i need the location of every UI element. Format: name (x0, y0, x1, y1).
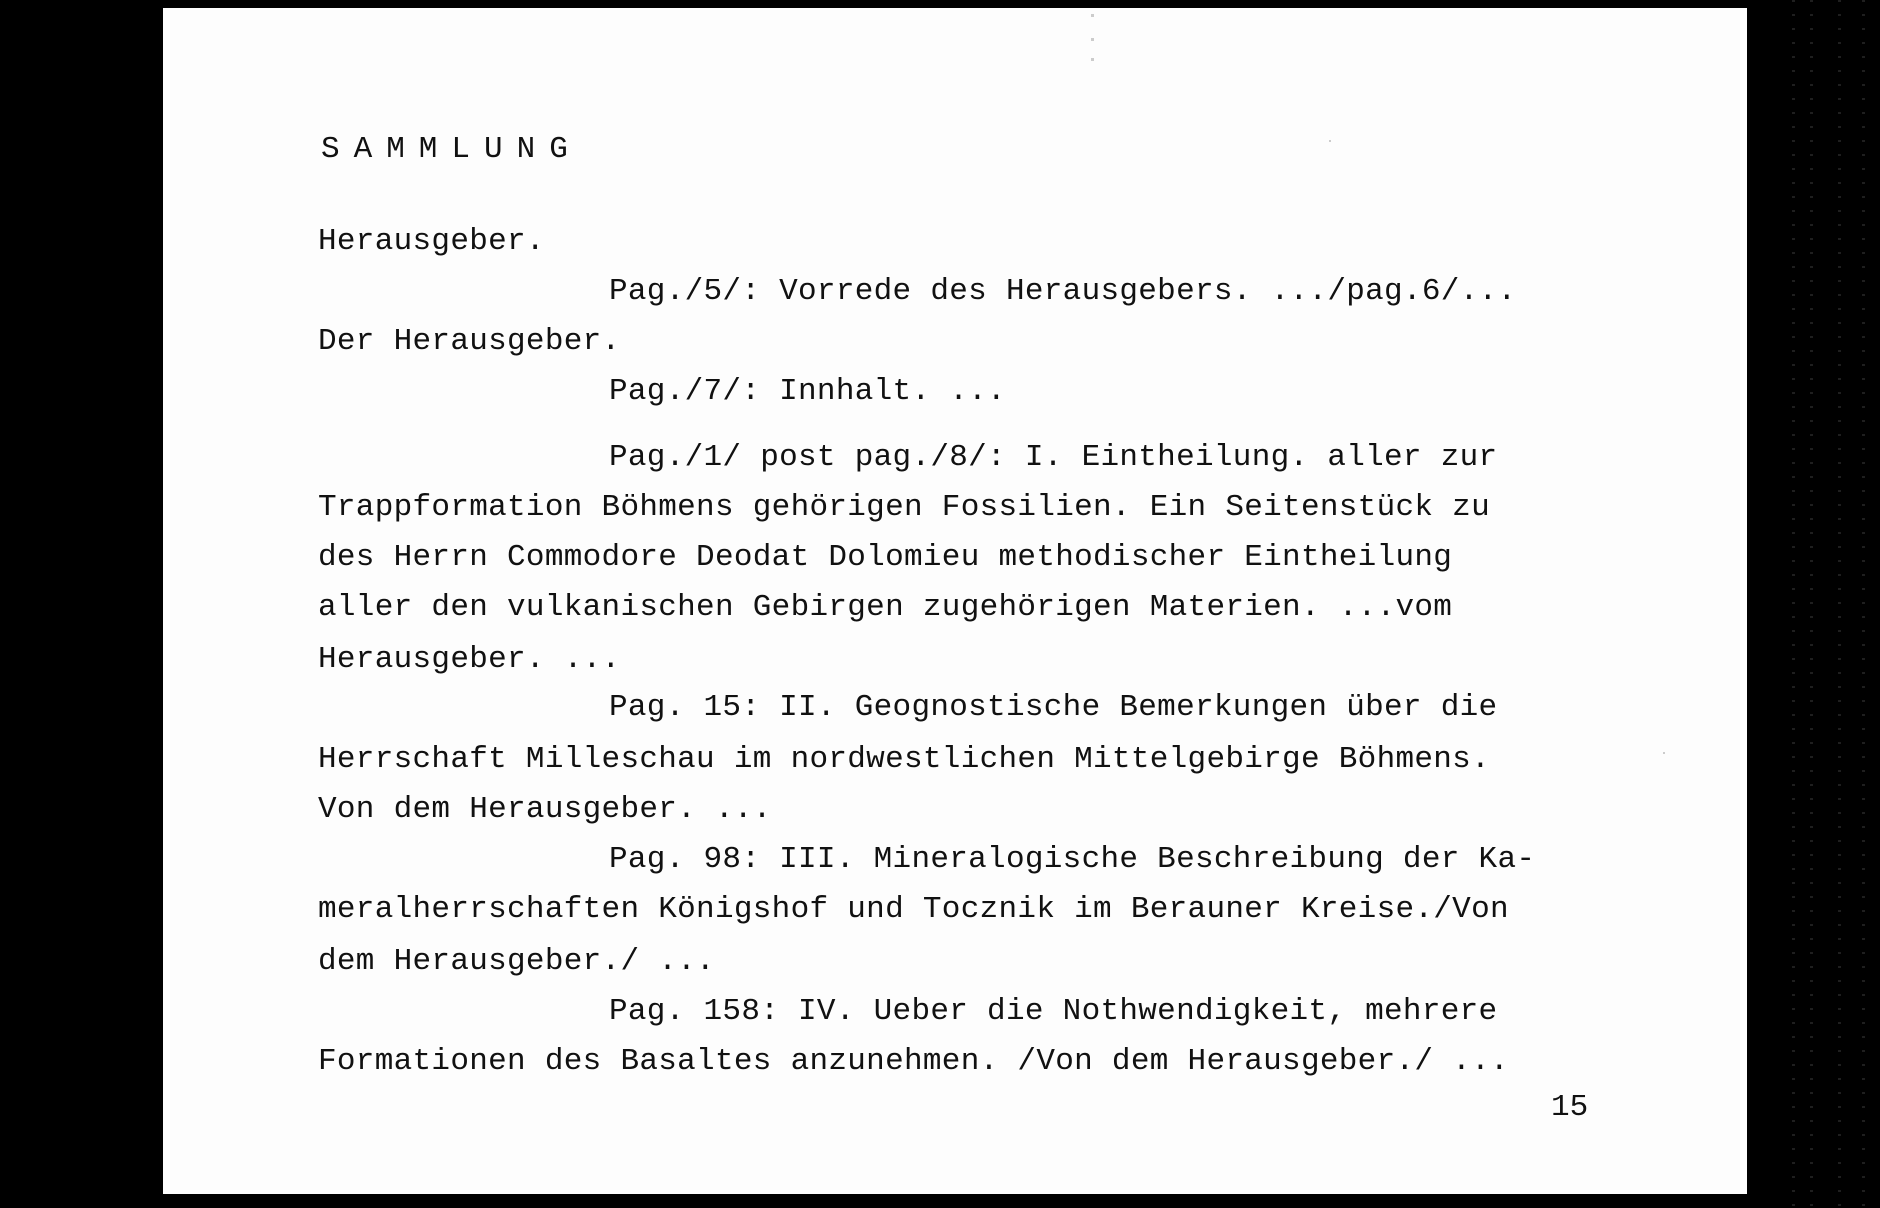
text-line: meralherrschaften Königshof und Tocznik im Berauner Kreise./Von (318, 892, 1509, 927)
card-heading: SAMMLUNG (321, 132, 582, 167)
text-line: Der Herausgeber. (318, 324, 621, 359)
text-line: Pag./1/ post pag./8/: I. Eintheilung. aller zur (609, 440, 1498, 475)
scan-speck (1091, 58, 1094, 61)
text-line: dem Herausgeber./ ... (318, 944, 715, 979)
scan-edge-noise (1862, 0, 1865, 1208)
scan-edge-noise (1792, 0, 1795, 1208)
scan-speck (1091, 38, 1094, 41)
scan-edge-noise (1810, 0, 1813, 1208)
text-line: Von dem Herausgeber. ... (318, 792, 772, 827)
text-line: des Herrn Commodore Deodat Dolomieu methodischer Eintheilung (318, 540, 1453, 575)
page-number: 15 (1551, 1090, 1589, 1125)
text-line: aller den vulkanischen Gebirgen zugehörigen Materien. ...vom (318, 590, 1453, 625)
text-line: Herausgeber. (318, 224, 545, 259)
text-line: Herrschaft Milleschau im nordwestlichen Mittelgebirge Böhmens. (318, 742, 1490, 777)
text-line: Pag./7/: Innhalt. ... (609, 374, 1006, 409)
text-line: Pag. 98: III. Mineralogische Beschreibung der Ka- (609, 842, 1536, 877)
scan-speck (1091, 14, 1094, 17)
text-line: Herausgeber. ... (318, 642, 621, 677)
scan-edge-noise (1838, 0, 1841, 1208)
text-line: Pag./5/: Vorrede des Herausgebers. .../pag.6/... (609, 274, 1517, 309)
index-card (163, 8, 1747, 1194)
text-line: Pag. 158: IV. Ueber die Nothwendigkeit, mehrere (609, 994, 1498, 1029)
scan-speck (1329, 140, 1331, 142)
text-line: Formationen des Basaltes anzunehmen. /Von dem Herausgeber./ ... (318, 1044, 1509, 1079)
scan-speck (1663, 752, 1665, 754)
text-line: Trappformation Böhmens gehörigen Fossilien. Ein Seitenstück zu (318, 490, 1490, 525)
text-line: Pag. 15: II. Geognostische Bemerkungen über die (609, 690, 1498, 725)
